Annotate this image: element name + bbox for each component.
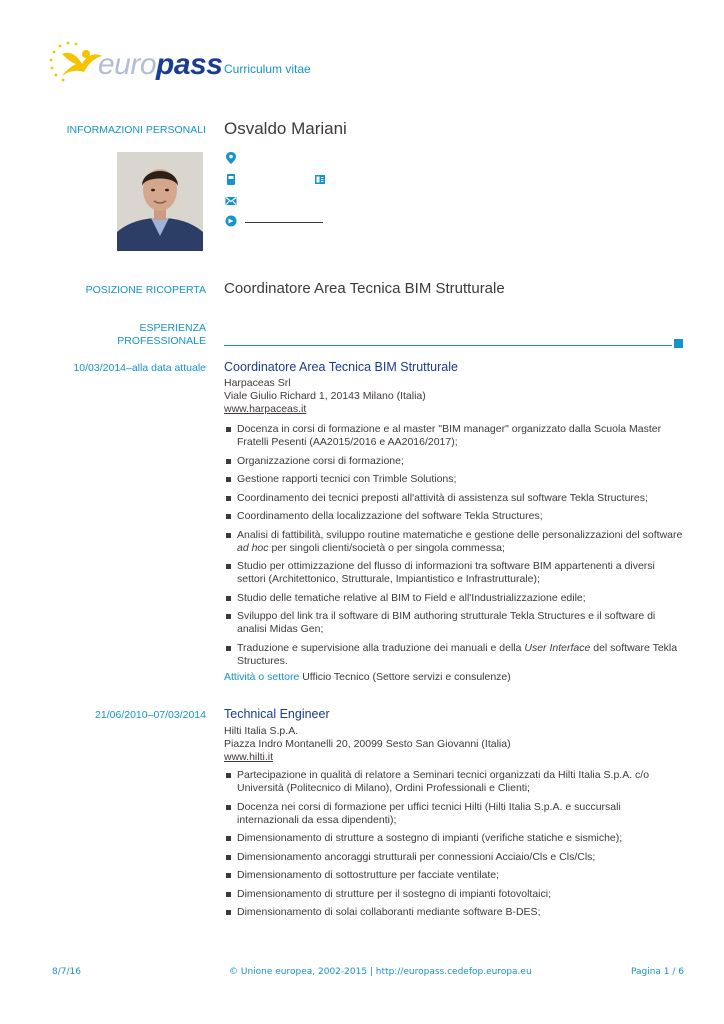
list-item: Dimensionamento di strutture a sostegno di impianti (verifiche statiche e sismiche); [224,832,684,845]
list-item: Docenza nei corsi di formazione per uffici tecnici Hilti (Hilti Italia S.p.A. e succursali internazionali da essa dipendenti); [224,801,684,827]
job-dates: 21/06/2010–07/03/2014 [95,709,206,721]
personal-info-label: INFORMAZIONI PERSONALI [66,124,206,136]
phone-icon [225,173,237,185]
list-item: Organizzazione corsi di formazione; [224,455,684,468]
job-company: Harpaceas Srl [224,377,291,389]
logo-euro-text: euro [98,48,157,81]
list-item: Gestione rapporti tecnici con Trimble Solutions; [224,473,684,486]
footer-page-number: Pagina 1 / 6 [630,967,684,977]
position-title: Coordinatore Area Tecnica BIM Strutturale [224,280,505,297]
experience-label-line2: PROFESSIONALE [117,335,206,347]
footer-copyright: © Unione europea, 2002-2015 | http://europass.cedefop.europa.eu [229,967,532,977]
list-item: Dimensionamento di strutture per il sostegno di impianti fotovoltaici; [224,888,684,901]
europass-logo-icon [48,40,104,86]
job-address: Piazza Indro Montanelli 20, 20099 Sesto San Giovanni (Italia) [224,738,511,750]
mobile-icon [314,173,326,185]
list-item: Coordinamento della localizzazione del software Tekla Structures; [224,510,684,523]
logo-pass-text: pass [156,48,223,81]
list-item: Studio delle tematiche relative al BIM to Field e all'Industrializzazione edile; [224,592,684,605]
experience-label [117,322,206,348]
job-title: Technical Engineer [224,707,330,721]
footer-date: 8/7/16 [52,967,81,977]
list-item: Partecipazione in qualità di relatore a Seminari tecnici organizzati da Hilti Italia S.p.A. c/o Università (Politecnico di Milano), Ordini Professionali e Clienti; [224,769,684,795]
location-icon [225,152,237,164]
sector-label: Attività o settore [224,671,300,683]
section-marker [674,339,683,348]
sector-value: Ufficio Tecnico (Settore servizi e consulenze) [302,671,511,683]
list-item: Dimensionamento ancoraggi strutturali per connessioni Acciaio/Cls e Cls/Cls; [224,851,684,864]
person-name: Osvaldo Mariani [224,119,347,138]
job-website-link[interactable]: www.hilti.it [224,751,274,763]
job-duties-list [224,769,684,925]
list-item: Analisi di fattibilità, sviluppo routine matematiche e gestione delle personalizzazioni del software ad hoc per singoli clienti/società o per singola commessa; [224,529,684,555]
list-item: Dimensionamento di solai collaboranti mediante software B-DES; [224,906,684,919]
list-item: Coordinamento dei tecnici preposti all'attività di assistenza sul software Tekla Structures; [224,492,684,505]
job-website-link[interactable]: www.harpaceas.it [224,403,307,415]
list-item: Studio per ottimizzazione del flusso di informazioni tra software BIM appartenenti a diversi settori (Architettonico, Strutturale, Impiantistico e Infrastrutturale); [224,560,684,586]
website-underline [245,222,323,223]
experience-label-line1: ESPERIENZA [139,322,206,334]
section-divider [224,345,672,346]
list-item: Docenza in corsi di formazione e al master "BIM manager" organizzato dalla Scuola Master Fratelli Pesenti (AA2015/2016 e AA2016/2017); [224,423,684,449]
list-item: Sviluppo del link tra il software di BIM authoring strutturale Tekla Structures e il software di analisi Midas Gen; [224,610,684,636]
profile-photo [117,152,203,251]
email-icon [225,195,237,207]
job-company: Hilti Italia S.p.A. [224,725,299,737]
web-icon [225,215,237,227]
job-title: Coordinatore Area Tecnica BIM Strutturale [224,360,458,374]
document-title: Curriculum vitae [224,62,311,76]
position-label: POSIZIONE RICOPERTA [85,284,206,296]
list-item: Dimensionamento di sottostrutture per facciate ventilate; [224,869,684,882]
job-dates: 10/03/2014–alla data attuale [73,362,206,374]
list-item: Traduzione e supervisione alla traduzione dei manuali e della User Interface del software Tekla Structures. [224,642,684,668]
job-sector [224,671,511,684]
job-duties-list [224,423,684,673]
job-address: Viale Giulio Richard 1, 20143 Milano (Italia) [224,390,426,402]
